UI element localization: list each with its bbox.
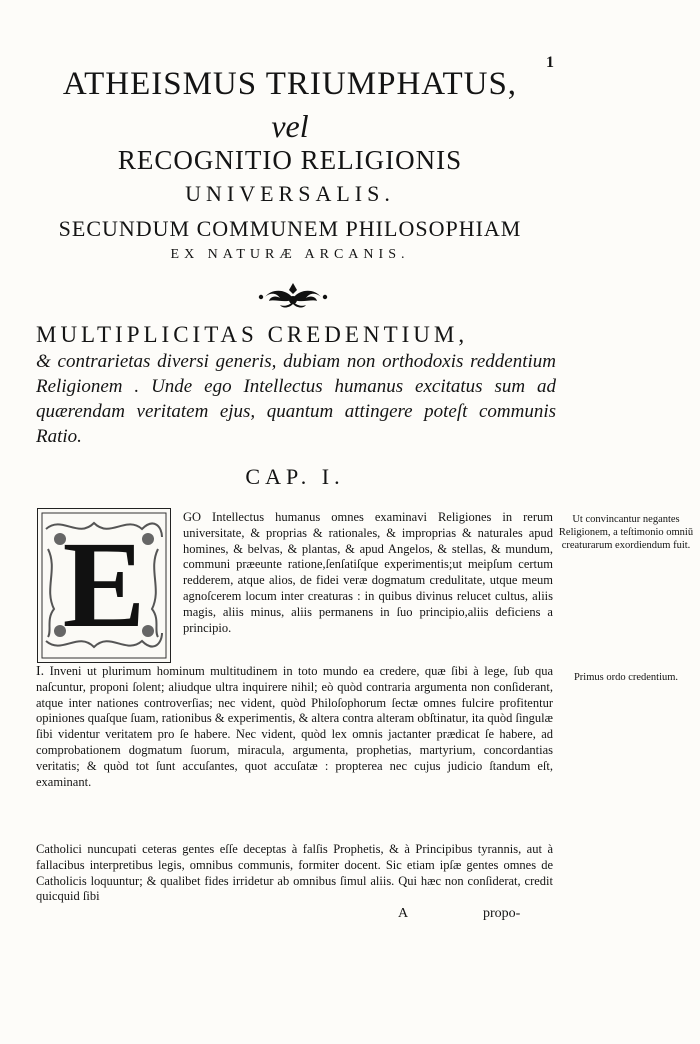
paragraph-3: Catholici nuncupati ceteras gentes eſſe deceptas à falſis Prophetis, & à Principibus tyrannis, aut à fallacibus interpretibus legis, omnibus communis, formiter docent. Sic etiam ipſæ gentes omnes de Catholicis loquuntur; & qualibet fides irridetur ab omnibus ſimul aliis. Qui hæc non conſiderat, credit quicquid ſibi	[36, 842, 553, 904]
intro-first-line: MULTIPLICITAS CREDENTIUM,	[36, 322, 469, 347]
page-number: 1	[546, 54, 554, 71]
signature-mark: A	[398, 906, 409, 921]
margin-note-2: Primus ordo credentium.	[573, 672, 679, 683]
title-line-5: SECUNDUM COMMUNEM PHILOSOPHIAM	[58, 216, 522, 241]
catchword: propo-	[483, 906, 521, 921]
paragraph-number: I.	[36, 664, 45, 679]
paragraph-1: GO Intellectus humanus omnes examinavi Religiones in rerum universitate, & proprias & rationales, & improprias & naturales apud homines, & belvas, & plantas, & apud Angelos, & stellas, & mundum, communi præeunte ratione,ſenſatiſque experimentis;ut meipſum certum redderem, atque alios, de fidei veræ dogmatum credulitate, utque meum agnoſcerem locum inter creaturas : in quibus divinus relucet cultus, aliis magis, aliis minus, aliis permanens in ſuo principio,aliis deficiens a principio.	[183, 510, 553, 635]
drop-cap-letter: E	[62, 516, 146, 653]
title-line-3: RECOGNITIO RELIGIONIS	[117, 145, 463, 175]
title-line-6: EX NATURÆ ARCANIS.	[170, 247, 410, 262]
margin-note-1: Ut convincantur negantes Religionem, a teſtimonio omniū creaturarum exordiendum fuit.	[558, 514, 694, 551]
title-line-2: vel	[271, 108, 309, 144]
paragraph-2	[36, 664, 553, 790]
title-line-1: ATHEISMUS TRIUMPHATUS,	[62, 66, 518, 102]
drop-cap	[37, 508, 171, 663]
title-line-4: UNIVERSALIS.	[185, 181, 395, 206]
fleuron-icon	[258, 280, 328, 310]
paragraph-2-text: Inveni ut plurimum hominum multitudinem in toto mundo ea credere, quæ ſibi à lege, ſub qua naſcuntur, proponi ſolent; aliudque ultra inquirere nihil; eò quòd contraria argumenta non conſiderant, atque inter nationes controverſias; nec vident, quòd Philoſophorum ſectæ omnes fulcire profitentur opiniones quaſque ſuam, rationibus & experimentis, & altera contra alteram obſtinatur, ita quòd ſingulæ ſibi videntur veritatem pro ſe habere. Nec vident, quòd lex omnis jactanter prædicat ſe habere, ad comprobationem dogmatum ſuorum, miracula, argumenta, prophetias, martyrium, concordantias veritatis; & quòd tot ſunt accuſantes, quot accuſatæ : propterea nec cujus judicio ſtandum eſt, examinant.	[36, 664, 554, 789]
chapter-heading: CAP. I.	[245, 464, 345, 489]
intro-text: & contrarietas diversi generis, dubiam non orthodoxis reddentium Religionem . Unde ego Intellectus humanus excitatus sum ad quærendam veritatem ejus, quantum attingere poteſt communis Ratio.	[36, 351, 556, 447]
